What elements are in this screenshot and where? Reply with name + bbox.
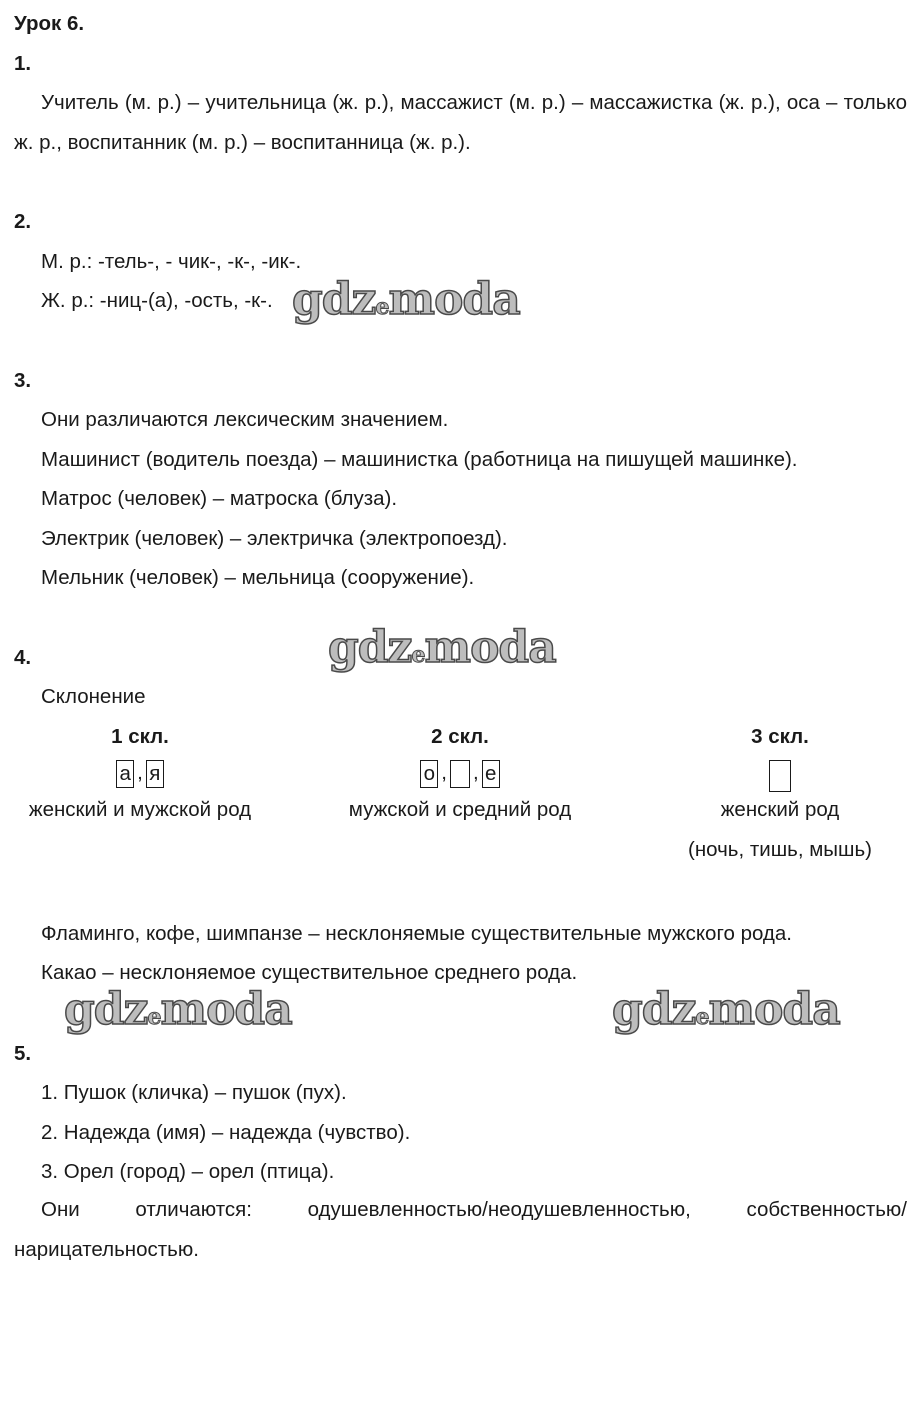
exercise-4-note: Фламинго, кофе, шимпанзе – несклоняемые существительные мужского рода.: [41, 922, 792, 945]
ending-box: о: [420, 760, 438, 788]
declension-3-header: 3 скл.: [751, 725, 809, 748]
exercise-3-number: 3.: [14, 369, 32, 392]
ending-box: е: [482, 760, 500, 788]
declension-3-examples: (ночь, тишь, мышь): [688, 838, 872, 861]
ending-box-empty: [450, 760, 470, 788]
exercise-5-item: 3. Орел (город) – орел (птица).: [41, 1160, 335, 1183]
exercise-1-number: 1.: [14, 52, 32, 75]
declension-1: 1 скл. а , я женский и мужской род: [0, 725, 280, 822]
declension-3: [640, 725, 919, 862]
declension-2: 2 скл. о , , е мужской и средний род: [320, 725, 600, 822]
declension-3-gender: женский род: [720, 798, 840, 821]
exercise-5-item: 2. Надежда (имя) – надежда (чувство).: [41, 1121, 411, 1144]
exercise-1-text: [14, 83, 907, 162]
ending-box-empty: [769, 760, 791, 792]
exercise-2-masculine: М. р.: -тель-, - чик-, -к-, -ик-.: [41, 250, 302, 273]
declension-1-gender: женский и мужской род: [28, 798, 252, 821]
exercise-5-number: 5.: [14, 1042, 32, 1065]
declension-2-gender: мужской и средний род: [348, 798, 572, 821]
exercise-4-label: Склонение: [41, 685, 146, 708]
watermark-logo: gdzemoda: [328, 622, 556, 673]
ending-box: я: [146, 760, 164, 788]
exercise-1-text-content: Учитель (м. р.) – учительница (ж. р.), массажист (м. р.) – массажистка (ж. р.), оса – только ж. р., воспитанник (м. р.) – воспитанница (ж. р.).: [14, 91, 907, 154]
ending-box: а: [116, 760, 134, 788]
watermark-logo: gdzemoda: [64, 984, 292, 1035]
exercise-2-feminine: Ж. р.: -ниц-(а), -ость, -к-.: [41, 289, 273, 312]
declension-1-header: 1 скл.: [111, 725, 169, 748]
exercise-4-number: 4.: [14, 646, 32, 669]
exercise-3-line: Электрик (человек) – электричка (электропоезд).: [41, 527, 508, 550]
watermark-logo: gdzemoda: [612, 984, 840, 1035]
exercise-5-conclusion-text: Они отличаются: одушевленностью/неодушевленностью, собственностью/ нарицательностью.: [14, 1198, 907, 1261]
exercise-4-note: Какао – несклоняемое существительное среднего рода.: [41, 961, 578, 984]
exercise-3-line: Мельник (человек) – мельница (сооружение).: [41, 566, 475, 589]
exercise-2-number: 2.: [14, 210, 32, 233]
exercise-5-item: 1. Пушок (кличка) – пушок (пух).: [41, 1081, 347, 1104]
exercise-5-conclusion: [14, 1190, 907, 1269]
declension-2-header: 2 скл.: [431, 725, 489, 748]
exercise-3-line: Машинист (водитель поезда) – машинистка (работница на пишущей машинке).: [41, 448, 798, 471]
watermark-logo: gdzemoda: [292, 274, 520, 325]
exercise-3-line: Они различаются лексическим значением.: [41, 408, 449, 431]
exercise-3-line: Матрос (человек) – матроска (блуза).: [41, 487, 398, 510]
page-title: Урок 6.: [14, 12, 85, 35]
